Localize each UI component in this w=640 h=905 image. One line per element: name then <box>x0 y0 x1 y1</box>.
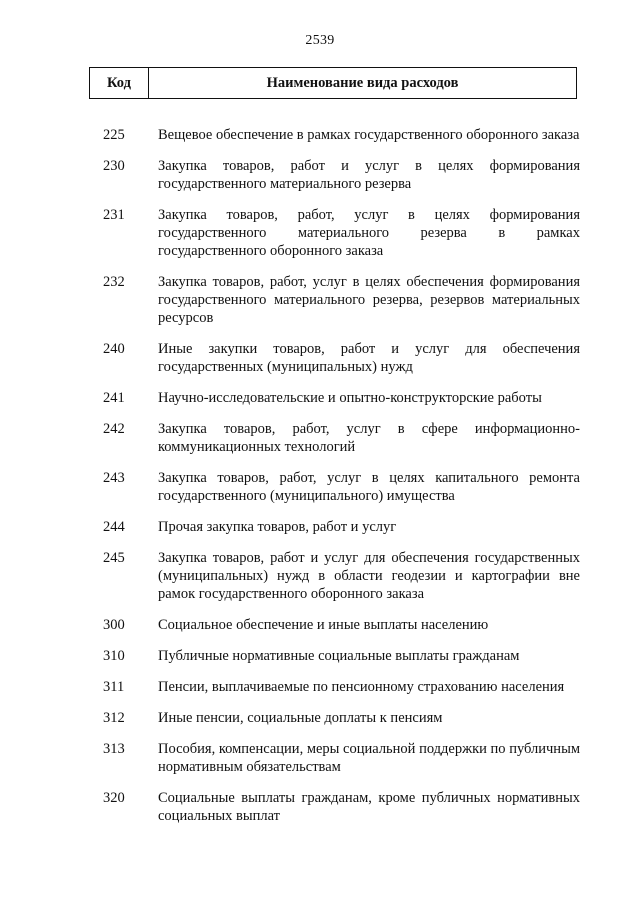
table-row <box>0 789 640 825</box>
row-code: 225 <box>103 127 125 143</box>
row-code: 320 <box>103 790 125 806</box>
row-name: Закупка товаров, работ, услуг в сфере информационно-коммуникационных технологий <box>158 421 580 455</box>
table-row <box>0 389 640 407</box>
row-code: 311 <box>103 679 125 695</box>
row-code: 245 <box>103 550 125 566</box>
table-row <box>0 273 640 327</box>
table-row <box>0 549 640 603</box>
row-name: Социальные выплаты гражданам, кроме публичных нормативных социальных выплат <box>158 790 580 824</box>
row-code: 313 <box>103 741 125 757</box>
row-name: Закупка товаров, работ, услуг в целях обеспечения формирования государственного материального резерва, резервов материальных ресурсов <box>158 274 580 326</box>
table-row <box>0 126 640 144</box>
table-row <box>0 206 640 260</box>
table-row <box>0 709 640 727</box>
table-row <box>0 616 640 634</box>
row-code: 312 <box>103 710 125 726</box>
row-code: 232 <box>103 274 125 290</box>
expense-type-list <box>0 126 640 838</box>
table-row <box>0 518 640 536</box>
row-name: Закупка товаров, работ, услуг в целях формирования государственного материального резерва в рамках государственного оборонного заказа <box>158 207 580 259</box>
row-code: 300 <box>103 617 125 633</box>
table-row <box>0 157 640 193</box>
table-row <box>0 469 640 505</box>
row-name: Закупка товаров, работ, услуг в целях капитального ремонта государственного (муниципального) имущества <box>158 470 580 504</box>
table-row <box>0 678 640 696</box>
column-header-code: Код <box>90 68 149 98</box>
table-header <box>89 67 577 99</box>
row-code: 242 <box>103 421 125 437</box>
row-code: 231 <box>103 207 125 223</box>
row-name: Закупка товаров, работ и услуг для обеспечения государственных (муниципальных) нужд в области геодезии и картографии вне рамок государственного оборонного заказа <box>158 550 580 602</box>
row-name: Научно-исследовательские и опытно-конструкторские работы <box>158 390 542 406</box>
table-row <box>0 740 640 776</box>
row-name: Социальное обеспечение и иные выплаты населению <box>158 617 489 633</box>
table-row <box>0 420 640 456</box>
row-name: Пенсии, выплачиваемые по пенсионному страхованию населения <box>158 679 565 695</box>
row-name: Иные закупки товаров, работ и услуг для обеспечения государственных (муниципальных) нужд <box>158 341 580 375</box>
row-name: Иные пенсии, социальные доплаты к пенсиям <box>158 710 443 726</box>
row-name: Публичные нормативные социальные выплаты гражданам <box>158 648 520 664</box>
row-name: Вещевое обеспечение в рамках государственного оборонного заказа <box>158 127 580 143</box>
row-code: 241 <box>103 390 125 406</box>
row-code: 240 <box>103 341 125 357</box>
row-code: 310 <box>103 648 125 664</box>
table-row <box>0 340 640 376</box>
row-name: Закупка товаров, работ и услуг в целях формирования государственного материального резерва <box>158 158 580 192</box>
row-name: Пособия, компенсации, меры социальной поддержки по публичным нормативным обязательствам <box>158 741 580 775</box>
page-number: 2539 <box>305 33 335 48</box>
row-name: Прочая закупка товаров, работ и услуг <box>158 519 397 535</box>
row-code: 244 <box>103 519 125 535</box>
column-header-name: Наименование вида расходов <box>266 74 459 91</box>
row-code: 230 <box>103 158 125 174</box>
row-code: 243 <box>103 470 125 486</box>
table-row <box>0 647 640 665</box>
